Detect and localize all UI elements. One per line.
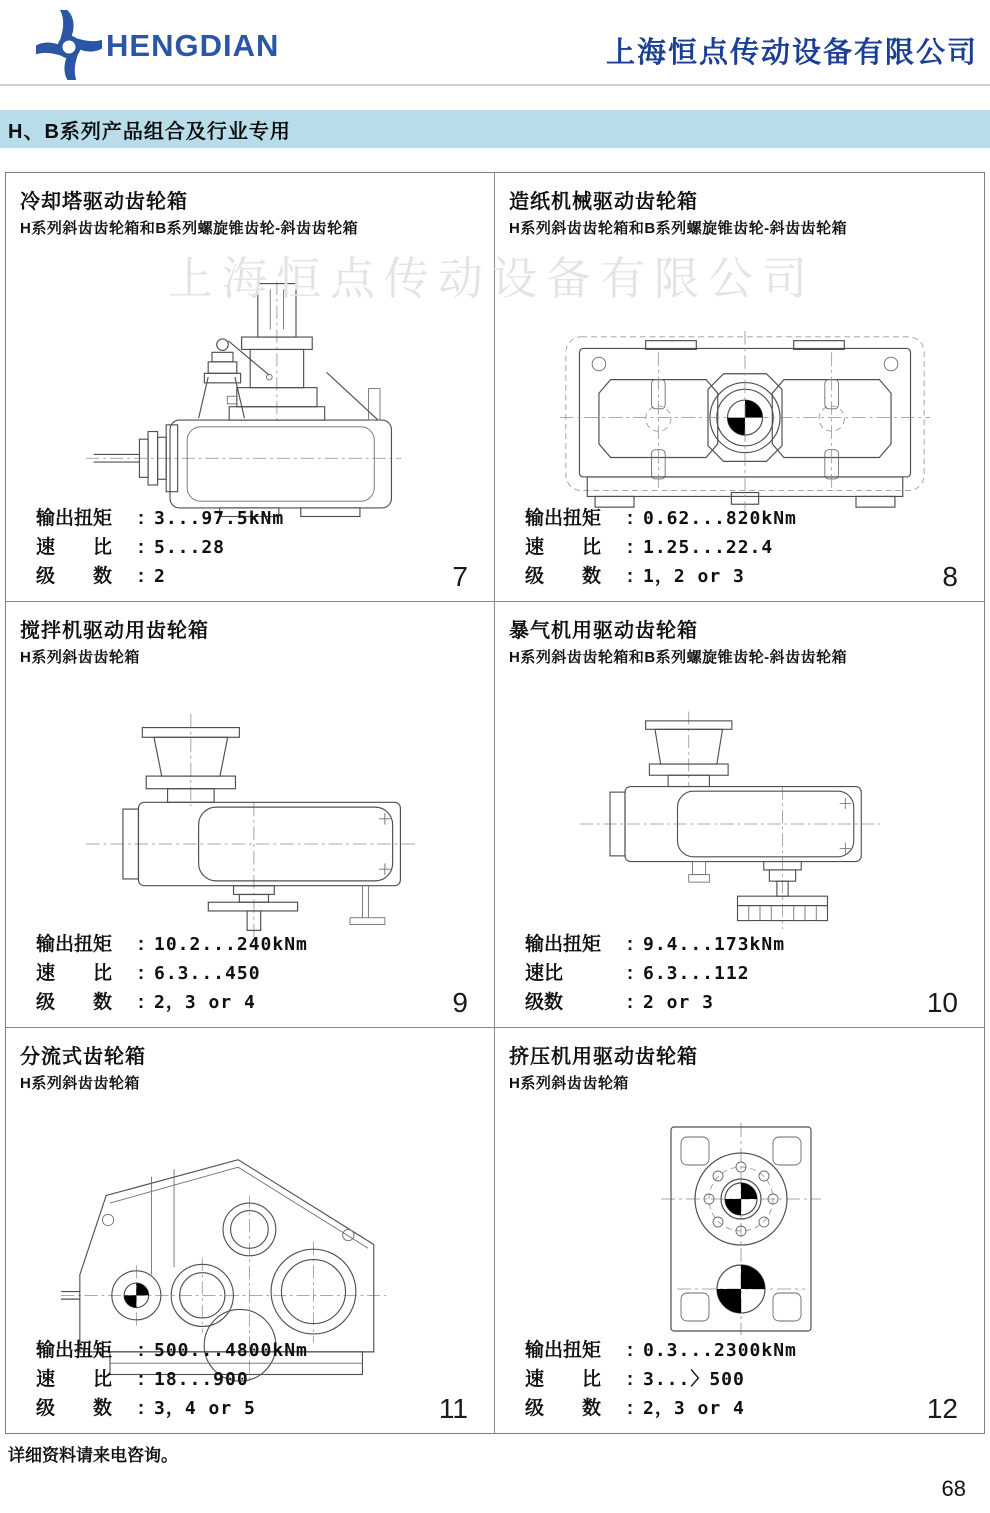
spec-colon: :: [626, 1340, 634, 1361]
spec-row-ratio: [525, 533, 797, 562]
spec-label: 输出扭矩: [525, 934, 602, 955]
spec-row-torque: [525, 504, 797, 533]
panel-number: 12: [926, 1393, 958, 1424]
spec-row-ratio: [525, 959, 785, 988]
spec-row-stages: [525, 988, 785, 1017]
extruder-drive-gearbox-drawing: [647, 1123, 832, 1335]
panel-subtitle: H系列斜齿齿轮箱和B系列螺旋锥齿轮-斜齿齿轮箱: [509, 220, 848, 237]
spec-label: 速 比: [36, 963, 113, 984]
spec-block: [36, 504, 284, 591]
spec-row-torque: [36, 930, 308, 959]
spec-colon: :: [626, 992, 634, 1013]
hengdian-logo-icon: [36, 10, 102, 85]
spec-colon: :: [137, 1340, 145, 1361]
spec-value: 500...4800kNm: [154, 1340, 308, 1361]
spec-row-ratio: [36, 533, 284, 562]
panel-split-flow: [6, 1028, 495, 1433]
panel-number: 11: [438, 1393, 468, 1424]
spec-label: 级 数: [36, 566, 113, 587]
spec-value: 6.3...450: [154, 963, 261, 984]
product-grid: [5, 172, 985, 1434]
spec-row-stages: [525, 1394, 797, 1423]
spec-block: [525, 1336, 797, 1423]
spec-colon: :: [137, 566, 145, 587]
spec-colon: :: [626, 1369, 634, 1390]
spec-value: 1，2 or 3: [643, 566, 745, 587]
panel-extruder-drive: [495, 1028, 984, 1433]
spec-row-torque: [525, 930, 785, 959]
spec-label: 输出扭矩: [36, 934, 113, 955]
paper-machinery-gearbox-drawing: [560, 323, 930, 518]
panel-mixer-drive: [6, 602, 495, 1028]
panel-title: 分流式齿轮箱: [20, 1046, 146, 1068]
panel-subtitle: H系列斜齿齿轮箱: [20, 1075, 140, 1092]
spec-label: 级 数: [36, 1398, 113, 1419]
panel-title: 冷却塔驱动齿轮箱: [20, 191, 188, 213]
spec-label: 速 比: [525, 1369, 602, 1390]
spec-block: [36, 930, 308, 1017]
footer-note: 详细资料请来电咨询。: [8, 1446, 178, 1465]
spec-colon: :: [137, 934, 145, 955]
spec-colon: :: [626, 508, 634, 529]
spec-value: 1.25...22.4: [643, 537, 774, 558]
spec-label: 速 比: [36, 1369, 113, 1390]
spec-row-stages: [36, 562, 284, 591]
panel-title: 暴气机用驱动齿轮箱: [509, 620, 698, 642]
spec-row-ratio: [525, 1365, 797, 1394]
spec-block: [525, 930, 785, 1017]
spec-label: 输出扭矩: [525, 508, 602, 529]
spec-row-torque: [36, 1336, 308, 1365]
spec-value: 0.3...2300kNm: [643, 1340, 797, 1361]
spec-colon: :: [626, 566, 634, 587]
spec-colon: :: [626, 963, 634, 984]
section-title: H、B系列产品组合及行业专用: [8, 120, 291, 143]
aerator-drive-gearbox-drawing: [580, 710, 880, 938]
panel-number: 8: [942, 561, 958, 592]
spec-row-ratio: [36, 959, 308, 988]
spec-label: 级 数: [525, 566, 602, 587]
spec-colon: :: [137, 1369, 145, 1390]
spec-label: 速比: [525, 963, 564, 984]
spec-label: 级 数: [36, 992, 113, 1013]
spec-colon: :: [626, 537, 634, 558]
page-number: 68: [941, 1476, 966, 1501]
spec-colon: :: [137, 508, 145, 529]
spec-label: 输出扭矩: [36, 508, 113, 529]
spec-colon: :: [137, 963, 145, 984]
panel-subtitle: H系列斜齿齿轮箱: [20, 649, 140, 666]
panel-subtitle: H系列斜齿齿轮箱和B系列螺旋锥齿轮-斜齿齿轮箱: [20, 220, 359, 237]
section-title-bar: [0, 110, 990, 148]
header-divider: [0, 84, 990, 86]
logo-wordmark: HENGDIAN: [106, 28, 280, 63]
panel-number: 10: [926, 987, 958, 1018]
panel-subtitle: H系列斜齿齿轮箱: [509, 1075, 629, 1092]
spec-row-torque: [36, 504, 284, 533]
spec-value: 2，3 or 4: [154, 992, 256, 1013]
cooling-tower-gearbox-drawing: [86, 281, 401, 521]
panel-subtitle: H系列斜齿齿轮箱和B系列螺旋锥齿轮-斜齿齿轮箱: [509, 649, 848, 666]
spec-label: 输出扭矩: [525, 1340, 602, 1361]
panel-cooling-tower: [6, 173, 495, 602]
spec-colon: :: [626, 934, 634, 955]
spec-block: [525, 504, 797, 591]
spec-value: 9.4...173kNm: [643, 934, 786, 955]
spec-label: 级数: [525, 992, 564, 1013]
spec-value: 3...〉500: [643, 1369, 745, 1390]
spec-label: 速 比: [525, 537, 602, 558]
spec-value: 10.2...240kNm: [154, 934, 308, 955]
spec-label: 级 数: [525, 1398, 602, 1419]
spec-value: 2: [154, 566, 166, 587]
spec-row-torque: [525, 1336, 797, 1365]
spec-label: 输出扭矩: [36, 1340, 113, 1361]
spec-block: [36, 1336, 308, 1423]
spec-value: 3，4 or 5: [154, 1398, 256, 1419]
company-name: 上海恒点传动设备有限公司: [605, 37, 978, 69]
spec-row-stages: [36, 988, 308, 1017]
watermark-text: 上海恒点传动设备有限公司: [168, 253, 817, 304]
panel-paper-machinery: [495, 173, 984, 602]
spec-colon: :: [137, 537, 145, 558]
spec-value: 3...97.5kNm: [154, 508, 285, 529]
spec-value: 6.3...112: [643, 963, 750, 984]
spec-colon: :: [137, 992, 145, 1013]
panel-aerator-drive: [495, 602, 984, 1028]
panel-title: 挤压机用驱动齿轮箱: [509, 1046, 698, 1068]
spec-row-stages: [525, 562, 797, 591]
panel-number: 9: [452, 987, 468, 1018]
panel-number: 7: [452, 561, 468, 592]
spec-value: 5...28: [154, 537, 226, 558]
spec-row-ratio: [36, 1365, 308, 1394]
spec-value: 2，3 or 4: [643, 1398, 745, 1419]
spec-value: 2 or 3: [643, 992, 715, 1013]
panel-title: 搅拌机驱动用齿轮箱: [20, 620, 209, 642]
mixer-drive-gearbox-drawing: [86, 714, 416, 942]
spec-colon: :: [137, 1398, 145, 1419]
spec-row-stages: [36, 1394, 308, 1423]
spec-colon: :: [626, 1398, 634, 1419]
spec-label: 速 比: [36, 537, 113, 558]
panel-title: 造纸机械驱动齿轮箱: [509, 191, 698, 213]
spec-value: 0.62...820kNm: [643, 508, 797, 529]
spec-value: 18...900: [154, 1369, 249, 1390]
